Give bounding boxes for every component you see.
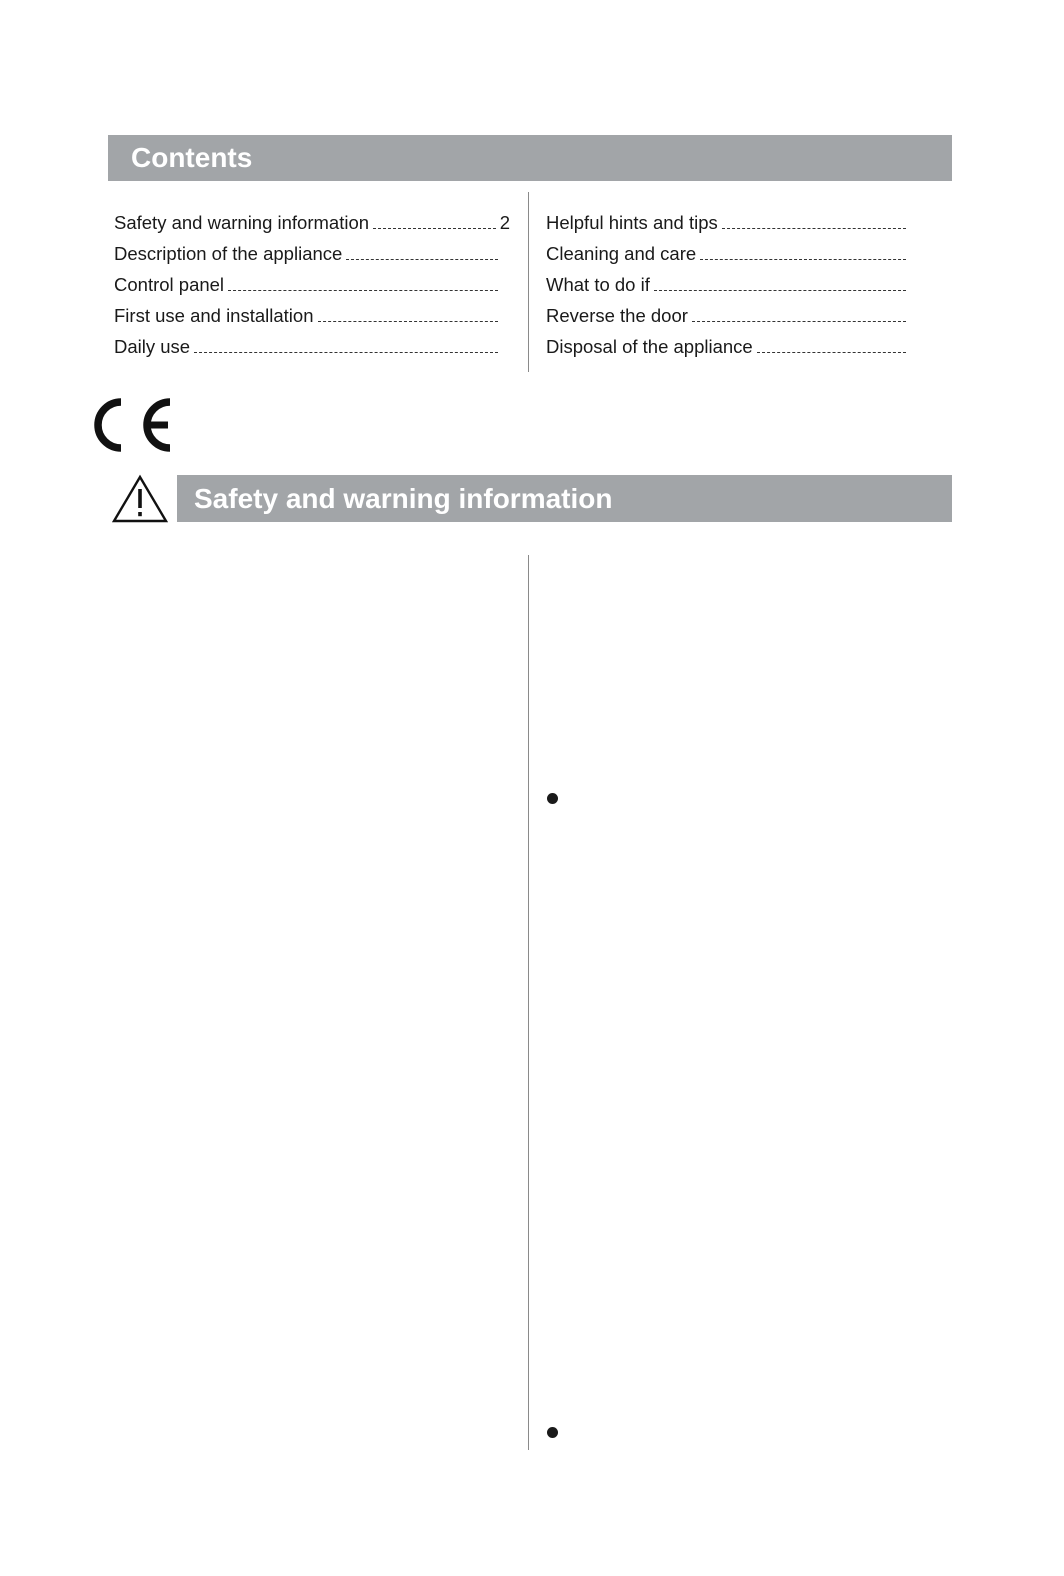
toc-leader: [346, 259, 498, 260]
toc-entry-title: Helpful hints and tips: [546, 212, 718, 233]
toc-entry-title: What to do if: [546, 274, 650, 295]
toc-entry[interactable]: [546, 207, 918, 238]
toc-entry[interactable]: [114, 269, 510, 300]
toc-right-column: [546, 207, 918, 362]
toc-entry-title: Disposal of the appliance: [546, 336, 753, 357]
safety-heading-band: [177, 475, 952, 522]
warning-triangle-icon: [111, 474, 169, 524]
safety-heading: Safety and warning information: [194, 483, 613, 514]
toc-entry[interactable]: [546, 269, 918, 300]
toc-entry[interactable]: [114, 300, 510, 331]
toc-entry[interactable]: [546, 300, 918, 331]
column-divider: [528, 555, 529, 1450]
bullet-point: [547, 1427, 558, 1438]
toc-leader: [692, 321, 906, 322]
ce-mark-icon: [88, 393, 176, 457]
toc-leader: [228, 290, 498, 291]
contents-heading-band: [108, 135, 952, 181]
toc-entry[interactable]: [114, 207, 510, 238]
toc-leader: [757, 352, 906, 353]
toc-entry-title: Description of the appliance: [114, 243, 343, 264]
toc-entry[interactable]: [114, 238, 510, 269]
toc-entry-title: Daily use: [114, 336, 191, 357]
toc-entry-title: Control panel: [114, 274, 225, 295]
toc-entry-title: Reverse the door: [546, 305, 688, 326]
toc-leader: [373, 228, 496, 229]
toc-entry[interactable]: [114, 331, 510, 362]
toc-left-column: [114, 207, 510, 362]
toc-leader: [722, 228, 906, 229]
toc-leader: [654, 290, 906, 291]
toc-leader: [194, 352, 498, 353]
toc-entry-title: First use and installation: [114, 305, 314, 326]
toc-entry-title: Cleaning and care: [546, 243, 697, 264]
contents-heading: Contents: [131, 142, 253, 173]
toc-entry-title: Safety and warning information: [114, 212, 370, 233]
bullet-point: [547, 793, 558, 804]
toc-entry[interactable]: [546, 331, 918, 362]
toc-entry-page: 2: [499, 212, 510, 233]
toc-entry[interactable]: [546, 238, 918, 269]
column-divider: [528, 192, 529, 372]
toc-leader: [700, 259, 906, 260]
toc-leader: [318, 321, 499, 322]
